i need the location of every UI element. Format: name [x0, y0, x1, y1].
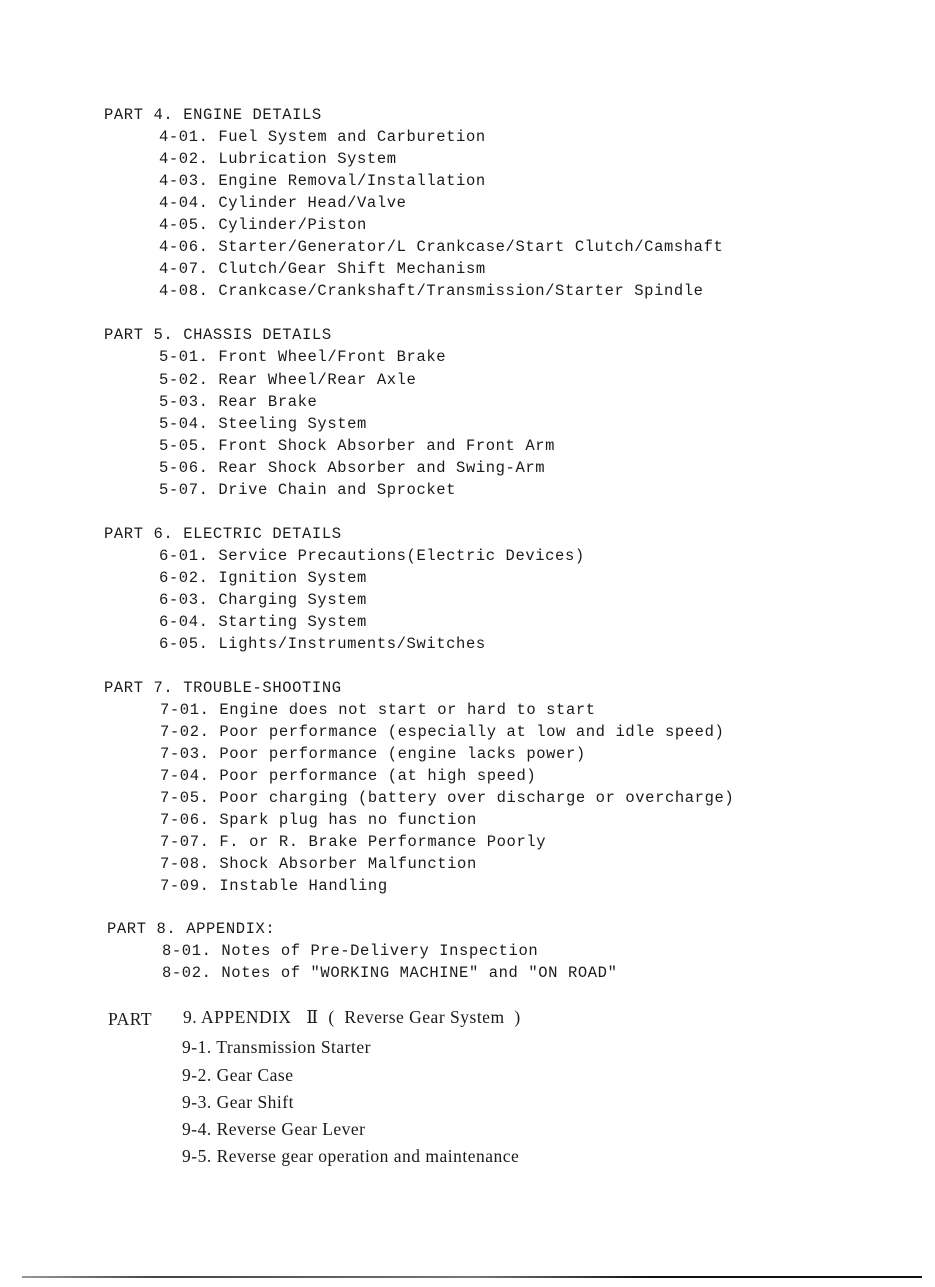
toc-item: 7-03. Poor performance (engine lacks power)	[160, 745, 586, 763]
toc-item: 7-05. Poor charging (battery over discharge or overcharge)	[160, 789, 735, 807]
toc-item: 8-02. Notes of "WORKING MACHINE" and "ON ROAD"	[162, 964, 618, 982]
toc-item: 8-01. Notes of Pre-Delivery Inspection	[162, 942, 539, 960]
toc-item: 7-01. Engine does not start or hard to start	[160, 701, 596, 719]
toc-item: 5-07. Drive Chain and Sprocket	[159, 481, 457, 499]
toc-item: 4-07. Clutch/Gear Shift Mechanism	[159, 260, 486, 278]
toc-item: 5-01. Front Wheel/Front Brake	[159, 348, 447, 366]
toc-item: 5-05. Front Shock Absorber and Front Arm	[159, 437, 556, 455]
toc-item: 9-4. Reverse Gear Lever	[182, 1119, 366, 1139]
toc-item: 7-02. Poor performance (especially at low and idle speed)	[160, 723, 725, 741]
footer-rule	[22, 1276, 922, 1278]
toc-item: 7-07. F. or R. Brake Performance Poorly	[160, 833, 547, 851]
toc-item: 7-08. Shock Absorber Malfunction	[160, 855, 477, 873]
toc-item: 6-05. Lights/Instruments/Switches	[159, 635, 486, 653]
toc-item: 4-01. Fuel System and Carburetion	[159, 128, 486, 146]
toc-item: 4-02. Lubrication System	[159, 150, 397, 168]
toc-item: 6-02. Ignition System	[159, 569, 367, 587]
toc-item: 4-06. Starter/Generator/L Crankcase/Start Clutch/Camshaft	[159, 238, 724, 256]
toc-item: 9-1. Transmission Starter	[182, 1037, 371, 1057]
toc-item: 4-08. Crankcase/Crankshaft/Transmission/Starter Spindle	[159, 282, 704, 300]
part-9-heading: 9. APPENDIX Ⅱ ( Reverse Gear System )	[183, 1007, 521, 1027]
toc-item: 6-04. Starting System	[159, 613, 367, 631]
toc-item: 4-05. Cylinder/Piston	[159, 216, 367, 234]
part-5-heading: PART 5. CHASSIS DETAILS	[104, 326, 332, 344]
part-7-heading: PART 7. TROUBLE-SHOOTING	[104, 679, 342, 697]
toc-item: 7-06. Spark plug has no function	[160, 811, 477, 829]
toc-item: 7-09. Instable Handling	[160, 877, 388, 895]
toc-item: 7-04. Poor performance (at high speed)	[160, 767, 537, 785]
part-9-label: PART	[108, 1009, 153, 1029]
part-6-heading: PART 6. ELECTRIC DETAILS	[104, 525, 342, 543]
part-8-heading: PART 8. APPENDIX:	[107, 920, 276, 938]
toc-item: 5-02. Rear Wheel/Rear Axle	[159, 371, 417, 389]
toc-item: 5-06. Rear Shock Absorber and Swing-Arm	[159, 459, 546, 477]
toc-item: 9-5. Reverse gear operation and maintenance	[182, 1146, 520, 1166]
part-4-heading: PART 4. ENGINE DETAILS	[104, 106, 322, 124]
toc-item: 9-2. Gear Case	[182, 1065, 294, 1085]
toc-item: 4-03. Engine Removal/Installation	[159, 172, 486, 190]
toc-item: 6-03. Charging System	[159, 591, 367, 609]
toc-item: 9-3. Gear Shift	[182, 1092, 294, 1112]
toc-item: 4-04. Cylinder Head/Valve	[159, 194, 407, 212]
toc-item: 6-01. Service Precautions(Electric Devices)	[159, 547, 585, 565]
toc-item: 5-03. Rear Brake	[159, 393, 318, 411]
toc-item: 5-04. Steeling System	[159, 415, 367, 433]
